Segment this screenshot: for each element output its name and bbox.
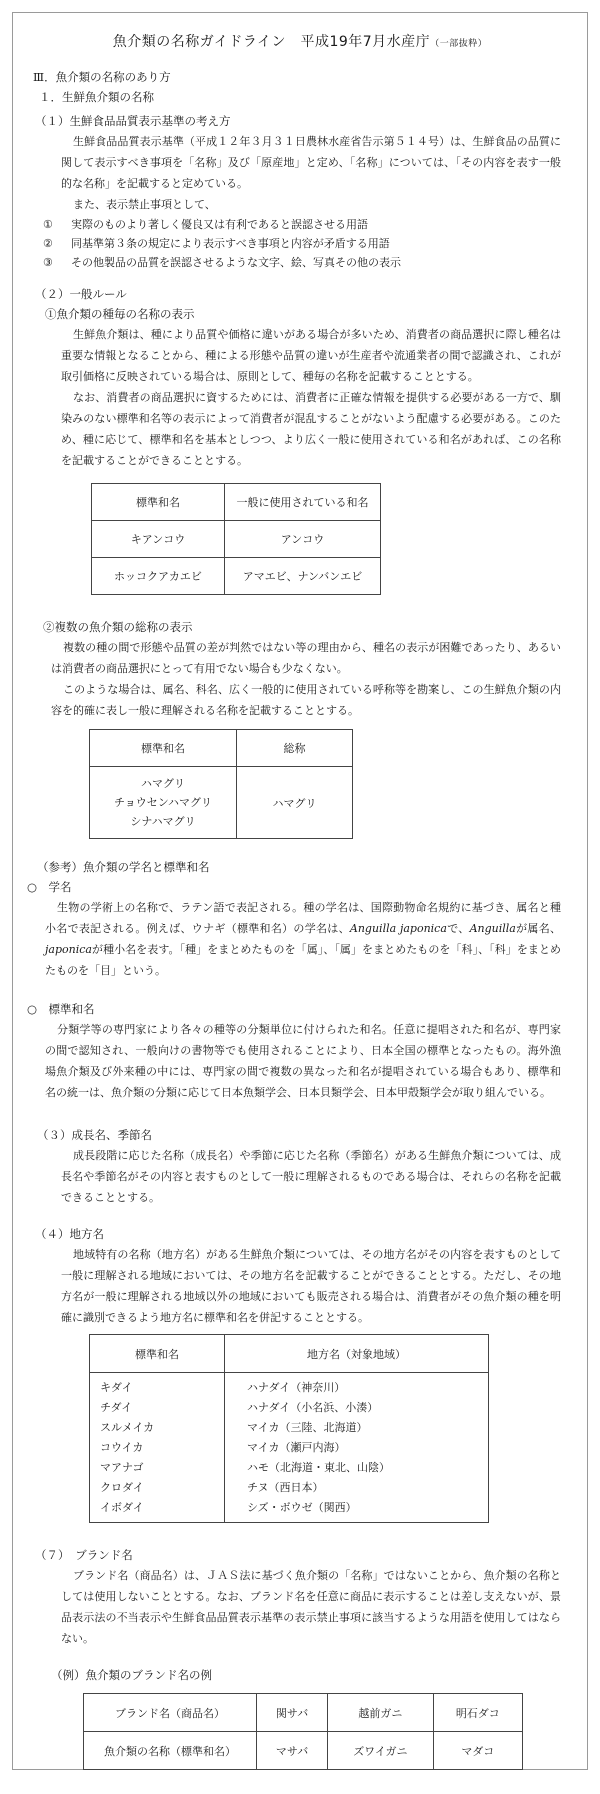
- table-cell: ブランド名（商品名）: [84, 1694, 257, 1732]
- table-cell: キダイ チダイ スルメイカ コウイカ マアナゴ クロダイ イボダイ: [90, 1373, 225, 1523]
- prohibited-items-list: [33, 215, 567, 272]
- title-main: 魚介類の名称ガイドライン 平成19年7月水産庁: [112, 34, 431, 50]
- scientific-name-heading: ○ 学名: [27, 880, 72, 894]
- subsection-1-heading: （１）生鮮食品品質表示基準の考え方: [35, 114, 231, 128]
- rule-1-paragraph-2: なお、消費者の商品選択に資するためには、消費者に正確な情報を提供する必要がある一方で、馴染みのない標準和名等の表示によって消費者が混乱することがないよう配慮する必要がある。このため、種に応じて、標準和名を基本としつつ、より広く一般に使用されている和名があれば、この名称を記載することができることとする。: [61, 391, 561, 467]
- table-cell: 越前ガニ: [328, 1694, 434, 1732]
- table-cell: ハマグリ チョウセンハマグリ シナハマグリ: [90, 767, 237, 839]
- section-3-heading: Ⅲ．魚介類の名称のあり方: [33, 70, 171, 84]
- table-row: [84, 1732, 523, 1770]
- example-heading: （例）魚介類のブランド名の例: [51, 1668, 212, 1682]
- table-cell: ホッコクアカエビ: [92, 558, 225, 595]
- table-header: 一般に使用されている和名: [225, 484, 381, 521]
- subsection-3-heading: （３）成長名、季節名: [37, 1128, 152, 1142]
- list-item: ③ その他製品の品質を誤認させるような文字、絵、写真その他の表示: [43, 256, 401, 269]
- rule-2-paragraph-2: このような場合は、属名、科名、広く一般的に使用されている呼称等を勘案し、この生鮮魚介類の内容を的確に表し一般に理解される名称を記載することとする。: [51, 683, 561, 717]
- scientific-name-paragraph: 生物の学術上の名称で、ラテン語で表記される。種の学名は、国際動物命名規約に基づき、属名と種小名で表記される。例えば、ウナギ（標準和名）の学名は、Anguilla japonicaで、Anguillaが属名、japonicaが種小名を表す。「種」をまとめたものを「属」、「属」をまとめたものを「科」、「科」をまとめたものを「目」という。: [45, 901, 562, 977]
- rule-1-paragraph-1: 生鮮魚介類は、種により品質や価格に違いがある場合が多いため、消費者の商品選択に際し種名は重要な情報となることから、種による形態や品質の違いが生産者や流通業者の間で認識され、これが取引価格に反映されている場合は、原則として、種毎の名称を記載することとする。: [61, 328, 561, 383]
- table-row: [84, 1694, 523, 1732]
- table-cell: 関サバ: [257, 1694, 328, 1732]
- document-page: [12, 12, 588, 1770]
- table-cell: アマエビ、ナンバンエビ: [225, 558, 381, 595]
- collective-name-table: [89, 729, 353, 839]
- standard-name-table: [91, 483, 381, 595]
- standard-name-heading: ○ 標準和名: [27, 1002, 95, 1016]
- subsection-1-paragraph: 生鮮食品品質表示基準（平成１２年３月３１日農林水産省告示第５１４号）は、生鮮食品の品質に関して表示すべき事項を「名称」及び「原産地」と定め、「名称」については、「その内容を表す一般的な名称」を記載すると定めている。: [61, 135, 561, 190]
- subsection-4-paragraph: 地域特有の名称（地方名）がある生鮮魚介類については、その地方名がその内容を表すものとして一般に理解される地域においては、その地方名を記載することができることとする。ただし、その地方名が一般に理解される地域以外の地域においても販売される場合は、消費者がその魚介類の種を明確に識別できるよう地方名に標準和名を併記することとする。: [61, 1248, 561, 1324]
- document-title: [33, 31, 567, 51]
- table-cell: マサバ: [257, 1732, 328, 1770]
- table-cell: ハマグリ: [237, 767, 353, 839]
- subsection-3-paragraph: 成長段階に応じた名称（成長名）や季節に応じた名称（季節名）がある生鮮魚介類については、成長名や季節名がその内容と表すものとして一般に理解されるものである場合は、それらの名称を記載できることとする。: [61, 1149, 561, 1204]
- table-cell: ハナダイ（神奈川） ハナダイ（小名浜、小湊） マイカ（三陸、北海道） マイカ（瀬戸内海） ハモ（北海道・東北、山陰） チヌ（西日本） シズ・ボウゼ（関西）: [225, 1373, 489, 1523]
- reference-heading: （参考）魚介類の学名と標準和名: [37, 860, 210, 874]
- rule-2-heading: ②複数の魚介類の総称の表示: [43, 620, 193, 634]
- local-name-table: [89, 1334, 489, 1523]
- list-item: ② 同基準第３条の規定により表示すべき事項と内容が矛盾する用語: [43, 237, 390, 250]
- table-header: 地方名（対象地域）: [225, 1335, 489, 1373]
- list-item: ① 実際のものより著しく優良又は有利であると誤認させる用語: [43, 218, 368, 231]
- table-header: 標準和名: [90, 730, 237, 767]
- section-3-1-heading: １．生鮮魚介類の名称: [39, 90, 154, 104]
- rule-2-paragraph-1: 複数の種の間で形態や品質の差が判然ではない等の理由から、種名の表示が困難であったり、あるいは消費者の商品選択にとって有用でない場合も少なくない。: [51, 641, 561, 675]
- brand-name-table: [83, 1693, 523, 1770]
- subsection-7-heading: （７） ブランド名: [35, 1548, 133, 1562]
- table-row: [90, 1373, 489, 1523]
- table-cell: アンコウ: [225, 521, 381, 558]
- table-header: 標準和名: [90, 1335, 225, 1373]
- title-subtitle: （一部抜粋）: [430, 39, 488, 49]
- standard-name-paragraph: 分類学等の専門家により各々の種等の分類単位に付けられた和名。任意に提唱された和名が、専門家の間で認知され、一般向けの書物等でも使用されることにより、日本全国の標準となったもの。海外漁場魚介類及び外来種の中には、専門家の間で複数の異なった和名が提唱されている場合もあり、標準和名の統一は、魚介類の分類に応じて日本魚類学会、日本貝類学会、日本甲殻類学会が取り組んでいる。: [45, 1023, 561, 1099]
- table-header: 総称: [237, 730, 353, 767]
- subsection-7-paragraph: ブランド名（商品名）は、ＪＡＳ法に基づく魚介類の「名称」ではないことから、魚介類の名称としては使用しないこととする。なお、ブランド名を任意に商品に表示することは差し支えないが、景品表示法の不当表示や生鮮食品品質表示基準の表示禁止事項に該当するような用語を使用してはならない。: [61, 1569, 561, 1645]
- table-row: [92, 521, 381, 558]
- subsection-2-heading: （２）一般ルール: [35, 287, 127, 301]
- table-cell: キアンコウ: [92, 521, 225, 558]
- table-cell: 魚介類の名称（標準和名）: [84, 1732, 257, 1770]
- table-header: 標準和名: [92, 484, 225, 521]
- table-cell: マダコ: [433, 1732, 522, 1770]
- table-cell: 明石ダコ: [433, 1694, 522, 1732]
- table-cell: ズワイガニ: [328, 1732, 434, 1770]
- subsection-1-paragraph-2: また、表示禁止事項として、: [73, 198, 216, 211]
- subsection-4-heading: （４）地方名: [35, 1227, 104, 1241]
- rule-1-heading: ①魚介類の種毎の名称の表示: [45, 307, 195, 321]
- table-row: [90, 767, 353, 839]
- table-row: [92, 558, 381, 595]
